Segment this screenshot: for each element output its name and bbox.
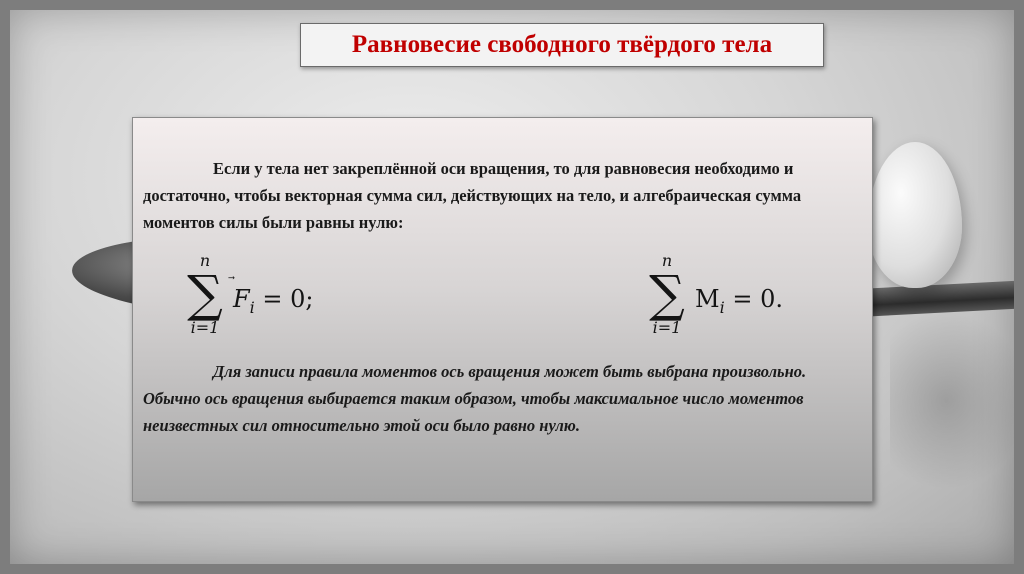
force-expression	[233, 285, 314, 317]
title-box	[300, 23, 824, 67]
sum-symbol: ∑	[649, 265, 685, 323]
sum-operator	[641, 253, 693, 337]
sum-symbol: ∑	[187, 265, 223, 323]
sum-lower-limit: i=1	[190, 318, 220, 337]
content-card	[132, 117, 873, 502]
moment-expression	[695, 285, 783, 317]
paragraph-moment-rule: Для записи правила моментов ось вращения может быть выбрана произвольно. Обычно ось вращения выбирается таким образом, чтобы максимальное число моментов неизвестных сил относительно этой оси было равно нулю.	[143, 362, 807, 435]
egg-shadow	[890, 310, 1014, 490]
formula-moment-sum	[641, 253, 861, 353]
moment-subscript: i	[719, 297, 725, 317]
force-vector: F	[233, 285, 250, 313]
force-rhs: = 0;	[254, 285, 314, 313]
paragraph-equilibrium-conditions: Если у тела нет закреплённой оси вращения, то для равновесия необходимо и достаточно, чтобы векторная сумма сил, действующих на тело, и алгебраическая сумма моментов силы были равны нулю:	[143, 159, 802, 232]
sum-upper-limit: n	[199, 251, 211, 270]
formula-force-sum	[179, 253, 399, 353]
sum-upper-limit: n	[661, 251, 673, 270]
moment-rhs: = 0.	[724, 285, 783, 313]
slide-title: Равновесие свободного твёрдого тела	[351, 31, 773, 58]
egg-image	[868, 142, 962, 288]
sum-lower-limit: i=1	[652, 318, 682, 337]
force-subscript: i	[249, 297, 255, 317]
sum-operator	[179, 253, 231, 337]
moment-variable: M	[695, 285, 720, 313]
